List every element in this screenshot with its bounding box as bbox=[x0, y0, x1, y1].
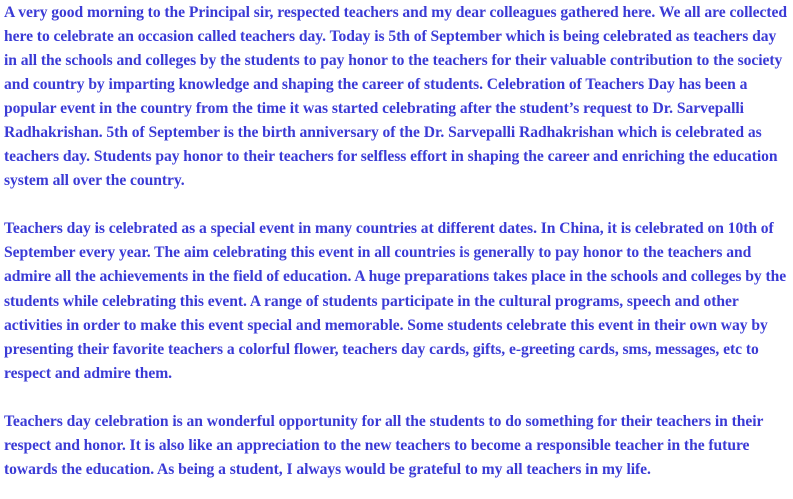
paragraph-intro: A very good morning to the Principal sir, respected teachers and my dear colleagues gathered here. We all are collected here to celebrate an occasion called teachers day. Today is 5th of September which is being celebrated as teachers day in all the schools and colleges by the students to pay honor to the teachers for their valuable contribution to the society and country by imparting knowledge and shaping the career of students. Celebration of Teachers Day has been a popular event in the country from the time it was started celebrating after the student’s request to Dr. Sarvepalli Radhakrishan. 5th of September is the birth anniversary of the Dr. Sarvepalli Radhakrishan which is celebrated as teachers day. Students pay honor to their teachers for selfless effort in shaping the career and enriching the education system all over the country. bbox=[4, 4, 788, 190]
paragraph-celebrations: Teachers day is celebrated as a special event in many countries at different dates. In China, it is celebrated on 10th of September every year. The aim celebrating this event in all countries is generally to pay honor to the teachers and admire all the achievements in the field of education. A huge preparations takes place in the schools and colleges by the students while celebrating this event. A range of students participate in the cultural programs, speech and other activities in order to make this event special and memorable. Some students celebrate this event in their own way by presenting their favorite teachers a colorful flower, teachers day cards, gifts, e-greeting cards, sms, messages, etc to respect and admire them. bbox=[4, 220, 787, 382]
paragraph-conclusion: Teachers day celebration is an wonderful opportunity for all the students to do something for their teachers in their respect and honor. It is also like an appreciation to the new teachers to become a responsible teacher in the future towards the education. As being a student, I always would be grateful to my all teachers in my life. bbox=[4, 412, 764, 478]
